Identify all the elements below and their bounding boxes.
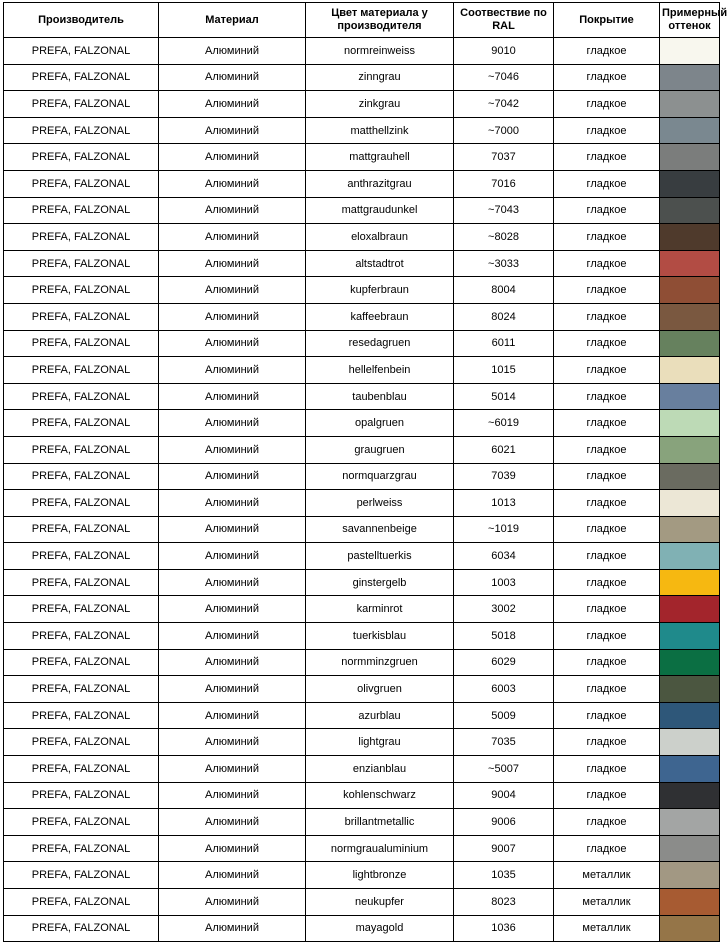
table-row <box>4 170 720 197</box>
cell-coating: гладкое <box>554 224 660 251</box>
cell-coating: гладкое <box>554 277 660 304</box>
color-swatch <box>660 596 720 623</box>
cell-manufacturer: PREFA, FALZONAL <box>4 490 159 517</box>
cell-material: Алюминий <box>159 490 306 517</box>
cell-manufacturer: PREFA, FALZONAL <box>4 170 159 197</box>
cell-material: Алюминий <box>159 835 306 862</box>
table-row <box>4 383 720 410</box>
table-row <box>4 809 720 836</box>
cell-material: Алюминий <box>159 303 306 330</box>
cell-manufacturer: PREFA, FALZONAL <box>4 729 159 756</box>
cell-ral: 8024 <box>454 303 554 330</box>
cell-ral: 7035 <box>454 729 554 756</box>
cell-coating: металлик <box>554 862 660 889</box>
cell-color-name: lightbronze <box>306 862 454 889</box>
cell-coating: гладкое <box>554 809 660 836</box>
cell-color-name: taubenblau <box>306 383 454 410</box>
cell-ral: ~7000 <box>454 117 554 144</box>
cell-color-name: karminrot <box>306 596 454 623</box>
cell-ral: 6029 <box>454 649 554 676</box>
cell-material: Алюминий <box>159 383 306 410</box>
cell-material: Алюминий <box>159 543 306 570</box>
color-swatch <box>660 729 720 756</box>
cell-color-name: hellelfenbein <box>306 357 454 384</box>
cell-material: Алюминий <box>159 38 306 65</box>
cell-coating: гладкое <box>554 436 660 463</box>
cell-material: Алюминий <box>159 702 306 729</box>
cell-color-name: savannenbeige <box>306 516 454 543</box>
cell-coating: гладкое <box>554 144 660 171</box>
header-color-name: Цвет материала у производителя <box>306 3 454 38</box>
table-row <box>4 623 720 650</box>
cell-manufacturer: PREFA, FALZONAL <box>4 915 159 942</box>
table-row <box>4 569 720 596</box>
table-row <box>4 596 720 623</box>
cell-ral: 9007 <box>454 835 554 862</box>
cell-material: Алюминий <box>159 170 306 197</box>
cell-material: Алюминий <box>159 64 306 91</box>
cell-manufacturer: PREFA, FALZONAL <box>4 436 159 463</box>
cell-material: Алюминий <box>159 144 306 171</box>
cell-ral: 8004 <box>454 277 554 304</box>
cell-ral: 6034 <box>454 543 554 570</box>
cell-coating: гладкое <box>554 702 660 729</box>
table-row <box>4 543 720 570</box>
cell-ral: 9006 <box>454 809 554 836</box>
header-ral: Соотвествие по RAL <box>454 3 554 38</box>
table-row <box>4 64 720 91</box>
cell-manufacturer: PREFA, FALZONAL <box>4 383 159 410</box>
cell-material: Алюминий <box>159 410 306 437</box>
table-row <box>4 144 720 171</box>
table-row <box>4 277 720 304</box>
cell-manufacturer: PREFA, FALZONAL <box>4 303 159 330</box>
table-row <box>4 782 720 809</box>
cell-material: Алюминий <box>159 277 306 304</box>
table-row <box>4 330 720 357</box>
color-swatch <box>660 170 720 197</box>
cell-manufacturer: PREFA, FALZONAL <box>4 889 159 916</box>
table-row <box>4 516 720 543</box>
cell-material: Алюминий <box>159 862 306 889</box>
color-swatch <box>660 809 720 836</box>
cell-color-name: ginstergelb <box>306 569 454 596</box>
cell-manufacturer: PREFA, FALZONAL <box>4 676 159 703</box>
color-swatch <box>660 197 720 224</box>
cell-ral: 9004 <box>454 782 554 809</box>
cell-manufacturer: PREFA, FALZONAL <box>4 782 159 809</box>
cell-ral: 5009 <box>454 702 554 729</box>
cell-material: Алюминий <box>159 330 306 357</box>
color-swatch <box>660 676 720 703</box>
table-row <box>4 91 720 118</box>
cell-color-name: olivgruen <box>306 676 454 703</box>
cell-color-name: opalgruen <box>306 410 454 437</box>
cell-color-name: tuerkisblau <box>306 623 454 650</box>
table-row <box>4 436 720 463</box>
cell-ral: 8023 <box>454 889 554 916</box>
color-swatch <box>660 410 720 437</box>
cell-ral: 1015 <box>454 357 554 384</box>
table-row <box>4 649 720 676</box>
cell-ral: ~6019 <box>454 410 554 437</box>
cell-material: Алюминий <box>159 676 306 703</box>
table-row <box>4 756 720 783</box>
cell-ral: 7016 <box>454 170 554 197</box>
cell-manufacturer: PREFA, FALZONAL <box>4 835 159 862</box>
cell-manufacturer: PREFA, FALZONAL <box>4 224 159 251</box>
cell-ral: 1036 <box>454 915 554 942</box>
cell-material: Алюминий <box>159 623 306 650</box>
table-row <box>4 676 720 703</box>
cell-ral: ~7043 <box>454 197 554 224</box>
cell-coating: гладкое <box>554 330 660 357</box>
cell-manufacturer: PREFA, FALZONAL <box>4 91 159 118</box>
table-row <box>4 224 720 251</box>
cell-coating: гладкое <box>554 649 660 676</box>
cell-color-name: anthrazitgrau <box>306 170 454 197</box>
cell-coating: гладкое <box>554 357 660 384</box>
cell-coating: гладкое <box>554 543 660 570</box>
color-swatch <box>660 117 720 144</box>
cell-material: Алюминий <box>159 250 306 277</box>
cell-color-name: normgraualuminium <box>306 835 454 862</box>
header-row <box>4 3 720 38</box>
cell-manufacturer: PREFA, FALZONAL <box>4 357 159 384</box>
cell-manufacturer: PREFA, FALZONAL <box>4 756 159 783</box>
table-row <box>4 410 720 437</box>
cell-material: Алюминий <box>159 516 306 543</box>
cell-manufacturer: PREFA, FALZONAL <box>4 516 159 543</box>
color-swatch <box>660 357 720 384</box>
cell-ral: 1035 <box>454 862 554 889</box>
color-swatch <box>660 303 720 330</box>
cell-color-name: eloxalbraun <box>306 224 454 251</box>
cell-manufacturer: PREFA, FALZONAL <box>4 702 159 729</box>
color-swatch <box>660 889 720 916</box>
table-row <box>4 835 720 862</box>
cell-coating: гладкое <box>554 64 660 91</box>
cell-manufacturer: PREFA, FALZONAL <box>4 569 159 596</box>
table-row <box>4 197 720 224</box>
table-row <box>4 463 720 490</box>
cell-manufacturer: PREFA, FALZONAL <box>4 649 159 676</box>
cell-manufacturer: PREFA, FALZONAL <box>4 277 159 304</box>
cell-coating: гладкое <box>554 117 660 144</box>
cell-color-name: azurblau <box>306 702 454 729</box>
cell-material: Алюминий <box>159 649 306 676</box>
header-shade: Примерный оттенок <box>660 3 720 38</box>
cell-ral: ~3033 <box>454 250 554 277</box>
color-swatch <box>660 702 720 729</box>
table-row <box>4 357 720 384</box>
cell-color-name: mattgraudunkel <box>306 197 454 224</box>
cell-coating: гладкое <box>554 596 660 623</box>
cell-color-name: matthellzink <box>306 117 454 144</box>
table-row <box>4 490 720 517</box>
cell-material: Алюминий <box>159 117 306 144</box>
cell-coating: гладкое <box>554 756 660 783</box>
cell-ral: 7037 <box>454 144 554 171</box>
cell-coating: гладкое <box>554 729 660 756</box>
color-swatch <box>660 383 720 410</box>
cell-manufacturer: PREFA, FALZONAL <box>4 623 159 650</box>
cell-color-name: normminzgruen <box>306 649 454 676</box>
cell-manufacturer: PREFA, FALZONAL <box>4 809 159 836</box>
cell-ral: 5018 <box>454 623 554 650</box>
cell-ral: ~8028 <box>454 224 554 251</box>
table-row <box>4 915 720 942</box>
cell-material: Алюминий <box>159 915 306 942</box>
table-row <box>4 729 720 756</box>
table-row <box>4 38 720 65</box>
cell-material: Алюминий <box>159 463 306 490</box>
table-row <box>4 702 720 729</box>
color-swatch <box>660 782 720 809</box>
cell-coating: гладкое <box>554 91 660 118</box>
cell-manufacturer: PREFA, FALZONAL <box>4 144 159 171</box>
cell-color-name: mayagold <box>306 915 454 942</box>
color-swatch <box>660 623 720 650</box>
cell-coating: гладкое <box>554 463 660 490</box>
cell-color-name: altstadtrot <box>306 250 454 277</box>
cell-color-name: normreinweiss <box>306 38 454 65</box>
color-swatch <box>660 835 720 862</box>
cell-manufacturer: PREFA, FALZONAL <box>4 463 159 490</box>
cell-coating: гладкое <box>554 170 660 197</box>
cell-coating: гладкое <box>554 383 660 410</box>
cell-ral: 6021 <box>454 436 554 463</box>
cell-color-name: zinngrau <box>306 64 454 91</box>
cell-color-name: graugruen <box>306 436 454 463</box>
color-swatch <box>660 490 720 517</box>
color-swatch <box>660 330 720 357</box>
cell-color-name: kupferbraun <box>306 277 454 304</box>
cell-coating: гладкое <box>554 516 660 543</box>
cell-material: Алюминий <box>159 782 306 809</box>
cell-color-name: brillantmetallic <box>306 809 454 836</box>
cell-coating: металлик <box>554 889 660 916</box>
color-swatch <box>660 64 720 91</box>
cell-manufacturer: PREFA, FALZONAL <box>4 862 159 889</box>
cell-coating: металлик <box>554 915 660 942</box>
cell-manufacturer: PREFA, FALZONAL <box>4 596 159 623</box>
cell-color-name: zinkgrau <box>306 91 454 118</box>
cell-ral: 6003 <box>454 676 554 703</box>
cell-material: Алюминий <box>159 596 306 623</box>
cell-color-name: enzianblau <box>306 756 454 783</box>
color-swatch <box>660 543 720 570</box>
cell-coating: гладкое <box>554 676 660 703</box>
cell-color-name: pastelltuerkis <box>306 543 454 570</box>
cell-ral: ~7042 <box>454 91 554 118</box>
cell-ral: 7039 <box>454 463 554 490</box>
cell-coating: гладкое <box>554 303 660 330</box>
table-row <box>4 117 720 144</box>
table-row <box>4 862 720 889</box>
table-row <box>4 250 720 277</box>
cell-ral: 3002 <box>454 596 554 623</box>
header-manufacturer: Производитель <box>4 3 159 38</box>
cell-coating: гладкое <box>554 569 660 596</box>
color-swatch <box>660 516 720 543</box>
cell-coating: гладкое <box>554 250 660 277</box>
cell-coating: гладкое <box>554 835 660 862</box>
table-row <box>4 303 720 330</box>
cell-material: Алюминий <box>159 91 306 118</box>
cell-color-name: lightgrau <box>306 729 454 756</box>
header-coating: Покрытие <box>554 3 660 38</box>
color-swatch <box>660 38 720 65</box>
cell-ral: ~1019 <box>454 516 554 543</box>
cell-material: Алюминий <box>159 569 306 596</box>
cell-coating: гладкое <box>554 410 660 437</box>
cell-manufacturer: PREFA, FALZONAL <box>4 250 159 277</box>
color-swatch <box>660 277 720 304</box>
color-swatch <box>660 250 720 277</box>
cell-manufacturer: PREFA, FALZONAL <box>4 197 159 224</box>
cell-material: Алюминий <box>159 436 306 463</box>
cell-ral: 5014 <box>454 383 554 410</box>
color-swatch <box>660 862 720 889</box>
cell-manufacturer: PREFA, FALZONAL <box>4 330 159 357</box>
cell-color-name: kohlenschwarz <box>306 782 454 809</box>
cell-material: Алюминий <box>159 224 306 251</box>
cell-color-name: normquarzgrau <box>306 463 454 490</box>
color-swatch <box>660 756 720 783</box>
cell-material: Алюминий <box>159 809 306 836</box>
cell-color-name: kaffeebraun <box>306 303 454 330</box>
table-body <box>4 38 720 942</box>
cell-ral: 9010 <box>454 38 554 65</box>
cell-ral: ~5007 <box>454 756 554 783</box>
cell-coating: гладкое <box>554 38 660 65</box>
color-swatch <box>660 224 720 251</box>
cell-manufacturer: PREFA, FALZONAL <box>4 38 159 65</box>
cell-material: Алюминий <box>159 357 306 384</box>
color-swatch <box>660 569 720 596</box>
cell-color-name: neukupfer <box>306 889 454 916</box>
color-swatch <box>660 436 720 463</box>
cell-manufacturer: PREFA, FALZONAL <box>4 64 159 91</box>
cell-ral: 1013 <box>454 490 554 517</box>
color-swatch <box>660 649 720 676</box>
cell-material: Алюминий <box>159 889 306 916</box>
cell-coating: гладкое <box>554 623 660 650</box>
cell-coating: гладкое <box>554 197 660 224</box>
cell-material: Алюминий <box>159 197 306 224</box>
cell-color-name: mattgrauhell <box>306 144 454 171</box>
color-swatch <box>660 91 720 118</box>
cell-ral: ~7046 <box>454 64 554 91</box>
cell-coating: гладкое <box>554 490 660 517</box>
cell-ral: 1003 <box>454 569 554 596</box>
cell-material: Алюминий <box>159 756 306 783</box>
cell-manufacturer: PREFA, FALZONAL <box>4 410 159 437</box>
cell-manufacturer: PREFA, FALZONAL <box>4 117 159 144</box>
table-row <box>4 889 720 916</box>
color-swatch <box>660 463 720 490</box>
color-swatch <box>660 915 720 942</box>
cell-ral: 6011 <box>454 330 554 357</box>
cell-coating: гладкое <box>554 782 660 809</box>
cell-material: Алюминий <box>159 729 306 756</box>
header-material: Материал <box>159 3 306 38</box>
cell-manufacturer: PREFA, FALZONAL <box>4 543 159 570</box>
cell-color-name: resedagruen <box>306 330 454 357</box>
colors-table <box>3 2 727 942</box>
color-swatch <box>660 144 720 171</box>
cell-color-name: perlweiss <box>306 490 454 517</box>
